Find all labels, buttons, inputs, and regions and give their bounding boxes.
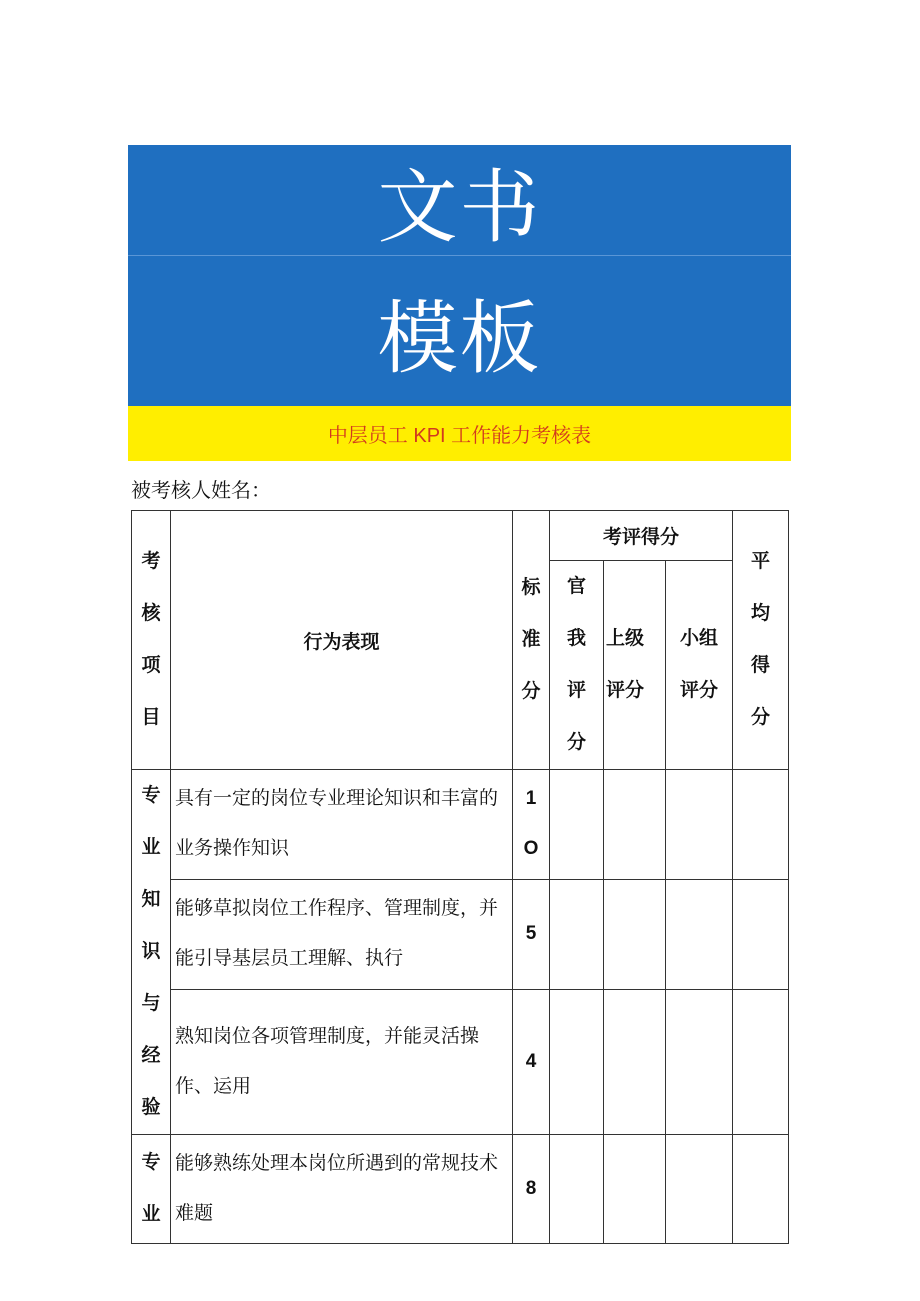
form-subtitle: 中层员工 KPI 工作能力考核表 bbox=[128, 406, 791, 461]
self-score-cell[interactable] bbox=[550, 770, 604, 880]
self-score-cell[interactable] bbox=[550, 989, 604, 1134]
superior-score-cell[interactable] bbox=[604, 770, 666, 880]
row-standard-score: 8 bbox=[513, 1135, 550, 1244]
average-score-cell[interactable] bbox=[733, 770, 789, 880]
group-score-cell[interactable] bbox=[666, 879, 733, 989]
row-behavior: 能够熟练处理本岗位所遇到的常规技术难题 bbox=[171, 1135, 513, 1244]
self-score-cell[interactable] bbox=[550, 879, 604, 989]
self-score-cell[interactable] bbox=[550, 1135, 604, 1244]
header-superior-score: 上级 评分 bbox=[604, 561, 666, 770]
title-banner bbox=[128, 145, 791, 461]
average-score-cell[interactable] bbox=[733, 879, 789, 989]
header-standard: 标 准 分 bbox=[513, 511, 550, 770]
category-professional-knowledge: 专 业 知 识 与 经 验 bbox=[132, 770, 171, 1135]
average-score-cell[interactable] bbox=[733, 989, 789, 1134]
banner-title-line1: 文书 bbox=[128, 145, 791, 255]
superior-score-cell[interactable] bbox=[604, 1135, 666, 1244]
kpi-table bbox=[131, 510, 789, 1244]
group-score-cell[interactable] bbox=[666, 989, 733, 1134]
superior-score-cell[interactable] bbox=[604, 879, 666, 989]
header-group-score: 小组 评分 bbox=[666, 561, 733, 770]
superior-score-cell[interactable] bbox=[604, 989, 666, 1134]
row-standard-score: 5 bbox=[513, 879, 550, 989]
group-score-cell[interactable] bbox=[666, 770, 733, 880]
header-behavior: 行为表现 bbox=[171, 511, 513, 770]
header-self-score: 官 我 评 分 bbox=[550, 561, 604, 770]
row-behavior: 能够草拟岗位工作程序、管理制度，并能引导基层员工理解、执行 bbox=[171, 879, 513, 989]
row-behavior: 熟知岗位各项管理制度，并能灵活操作、运用 bbox=[171, 989, 513, 1134]
row-standard-score: 1 O bbox=[513, 770, 550, 880]
category-professional: 专 业 bbox=[132, 1135, 171, 1244]
header-average: 平 均 得 分 bbox=[733, 511, 789, 770]
evaluatee-name-label: 被考核人姓名： bbox=[131, 478, 271, 502]
header-item: 考 核 项 目 bbox=[132, 511, 171, 770]
row-standard-score: 4 bbox=[513, 989, 550, 1134]
header-score-group: 考评得分 bbox=[550, 511, 733, 561]
banner-title-line2: 模板 bbox=[128, 255, 791, 406]
group-score-cell[interactable] bbox=[666, 1135, 733, 1244]
row-behavior: 具有一定的岗位专业理论知识和丰富的业务操作知识 bbox=[171, 770, 513, 880]
average-score-cell[interactable] bbox=[733, 1135, 789, 1244]
